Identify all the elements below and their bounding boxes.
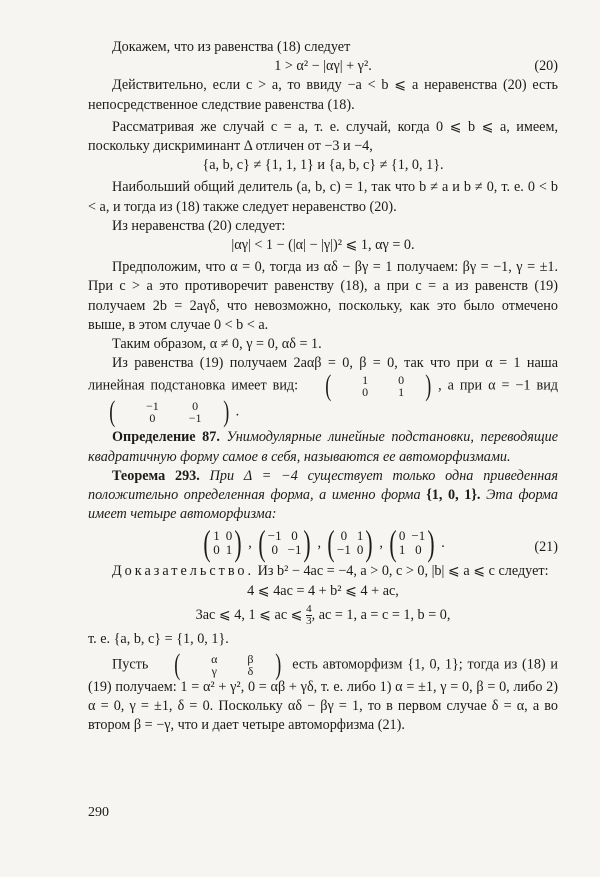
equation-number-21: (21) (534, 539, 558, 556)
paragraph-8-text-d: вид (536, 377, 559, 394)
paragraph-4: Наибольший общий делитель (a, b, c) = 1, так что b ≠ a и b ≠ 0, т. е. 0 < b < a, и тогда из (18) также следует неравенство (20). (88, 179, 558, 215)
proof-label: Доказательство. (112, 563, 255, 580)
equation-set: {a, b, c} ≠ {1, 1, 1} и {a, b, c} ≠ {1, 0, 1}. (202, 157, 444, 174)
page-text (88, 38, 558, 736)
paragraph-3: Рассматривая же случай c = a, т. е. случай, когда 0 ⩽ b ⩽ a, имеем, поскольку дискриминант Δ отличен от −3 и −4, (88, 118, 558, 155)
theorem-text-2: Эта форма имеет четыре автоморфизма: (88, 487, 559, 523)
proof-text-1: Из b² − 4ac = −4, a > 0, c > 0, |b| ⩽ a ⩽ c следует: (257, 563, 549, 580)
paragraph-8: Из равенства (19) получаем 2aαβ = 0, β = 0, так что при α = 1 наша линейная подстановка имеет вид: ( 1 0 0 1 ) , а при α = −1 вид ( −1 0 0 −1 ) . (88, 355, 559, 429)
definition-87 (88, 428, 558, 466)
proof-equation-1: 4 ⩽ 4ac = 4 + b² ⩽ 4 + ac, (247, 582, 399, 599)
matrix-general: ( α β γ δ ) (174, 648, 281, 682)
automorphisms-equation-21: ( 1 0 0 1 ) , ( −1 0 0 −1 ) , ( 0 1 −1 0 ) , ( 0 −1 1 0 ) . (21) (88, 528, 558, 558)
paragraph-6: Предположим, что α = 0, тогда из αδ − βγ = 1 получаем: βγ = −1, γ = ±1. При c > a это противоречит равенству (18), а при c = a из равенств (19) получаем 2b = 2aγδ, что невозможно, поскольку, как это было отмечено выше, в этом случае 0 < b < a. (88, 259, 558, 333)
equation-number-20: (20) (534, 58, 558, 75)
paragraph-8-text-b: наша линейная подстановка имеет вид: (88, 355, 558, 394)
page-number: 290 (88, 805, 109, 820)
automorphism-matrix-3: ( 0 1 −1 0 ) (327, 523, 373, 564)
theorem-form: {1, 0, 1}. (426, 487, 481, 504)
paragraph-7: Таким образом, α ≠ 0, γ = 0, αδ = 1. (112, 336, 322, 353)
equation-inequality: |αγ| < 1 − (|α| − |γ|)² ⩽ 1, αγ = 0. (231, 237, 415, 254)
definition-label: Определение 87. (112, 429, 220, 446)
theorem-text: При Δ = −4 существует только одна приведенная положительно определенная форма, а именно форма (88, 467, 558, 504)
proof-equation-2: 3ac ⩽ 4, 1 ⩽ ac ⩽ $\frac{4}{3}$ , ac = 1, a = c = 1, b = 0, (195, 602, 451, 627)
proof-text-2: т. е. {a, b, c} = {1, 0, 1}. (88, 630, 229, 647)
paragraph-8-text-a: Из равенства (19) получаем 2aαβ = 0, β = 0, так что при α = 1 (112, 355, 521, 372)
automorphism-matrix-4: ( 0 −1 1 0 ) (389, 523, 435, 564)
proof-paragraph-3: Пусть ( α β γ δ ) есть автоморфизм {1, 0, 1}; тогда из (18) и (19) получаем: 1 = α² + γ², 0 = αβ + γδ, т. е. либо 1) α = ±1, γ = 0, β = 0, либо 2) α = 0, γ = ±1, δ = 0. Поскольку αδ − βγ = 1, то в первом случае δ = α, а во втором β = −γ, что и дает четыре автоморфизма (21). (88, 648, 559, 734)
matrix-identity: ( 1 0 0 1 ) (325, 369, 432, 403)
paragraph-1: Докажем, что из равенства (18) следует (112, 39, 351, 55)
paragraph-2: Действительно, если c > a, то ввиду −a < b ⩽ a неравенства (20) есть непосредственное следствие равенства (18). (88, 77, 558, 113)
proof-paragraph-1 (88, 562, 558, 581)
automorphism-matrix-1: ( 1 0 0 1 ) (203, 523, 242, 564)
matrix-negative-identity: ( −1 0 0 −1 ) (109, 395, 229, 429)
theorem-label: Теорема 293. (112, 467, 200, 484)
equation-20-text: 1 > α² − |αγ| + γ². (274, 58, 372, 75)
theorem-293 (88, 467, 558, 525)
equation-20 (88, 57, 558, 76)
fraction-four-thirds: $\frac{4}{3}$ (306, 602, 312, 627)
paragraph-5: Из неравенства (20) следует: (112, 217, 286, 234)
paragraph-8-text-c: , а при α = −1 (438, 377, 531, 394)
automorphism-matrix-2: ( −1 0 0 −1 ) (258, 523, 312, 564)
definition-text: Унимодулярные линейные подстановки, переводящие квадратичную форму самое в себя, называются ее автоморфизмами. (88, 429, 559, 465)
